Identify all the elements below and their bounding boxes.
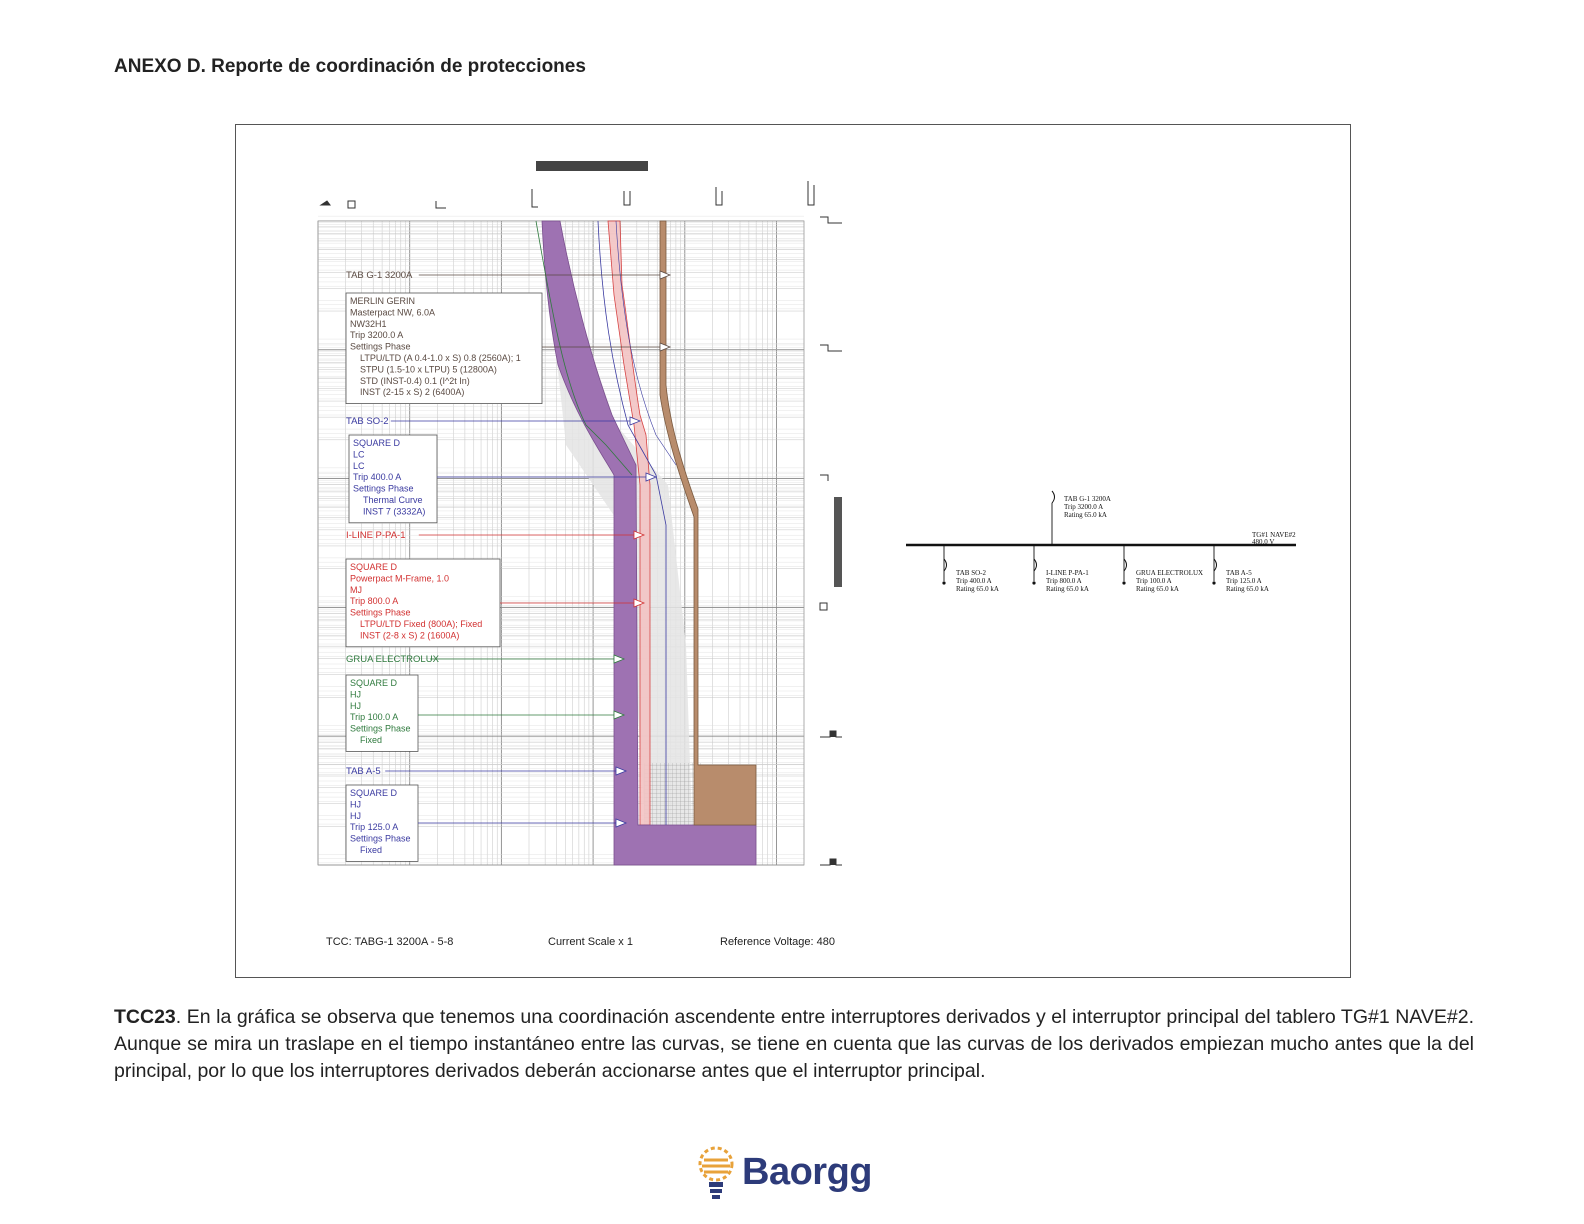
device-setting-line: Settings Phase — [350, 833, 411, 844]
feeder-label: TAB A-5 — [1226, 569, 1252, 577]
top-axis-marks — [321, 181, 814, 208]
feeder-terminal — [1122, 581, 1125, 584]
device-label: TAB SO-2 — [346, 416, 389, 427]
lightbulb-icon — [696, 1144, 736, 1200]
device-setting-line: Settings Phase — [350, 723, 411, 734]
device-setting-line: MJ — [350, 584, 362, 595]
page-heading: ANEXO D. Reporte de coordinación de protecciones — [114, 56, 586, 77]
device-setting-line: Masterpact NW, 6.0A — [350, 307, 436, 318]
feeder-label: Rating 65.0 kA — [1226, 585, 1269, 593]
feeder-label: Rating 65.0 kA — [1136, 585, 1179, 593]
feeder-label: Rating 65.0 kA — [956, 585, 999, 593]
tcc-plot — [236, 125, 1350, 977]
device-group-grua-electrolux — [346, 654, 624, 751]
device-setting-line: LTPU/LTD Fixed (800A); Fixed — [350, 619, 483, 629]
device-setting-line: Fixed — [350, 845, 383, 855]
device-label: GRUA ELECTROLUX — [346, 654, 439, 665]
right-axis-marks — [820, 217, 842, 865]
device-setting-line: Trip 100.0 A — [350, 712, 399, 723]
device-setting-line: Trip 800.0 A — [350, 596, 399, 607]
feeder-label: I-LINE P-PA-1 — [1046, 569, 1089, 577]
device-setting-line: Settings Phase — [353, 483, 414, 494]
device-label: I-LINE P-PA-1 — [346, 530, 406, 541]
device-setting-line: NW32H1 — [350, 318, 387, 329]
feeder-label: TAB SO-2 — [956, 569, 986, 577]
device-setting-line: Trip 3200.0 A — [350, 330, 404, 341]
feeder-label: Trip 400.0 A — [956, 577, 992, 585]
device-setting-line: SQUARE D — [350, 788, 398, 798]
device-setting-line: HJ — [350, 799, 361, 810]
device-setting-line: LTPU/LTD (A 0.4-1.0 x S) 0.8 (2560A); 1 — [350, 353, 521, 363]
feeder-terminal — [1032, 581, 1035, 584]
tcc-name-label: TCC: TABG-1 3200A - 5-8 — [326, 936, 454, 948]
caption-lead: TCC23 — [114, 1006, 176, 1028]
one-line-diagram — [906, 491, 1296, 593]
device-setting-line: STD (INST-0.4) 0.1 (I^2t In) — [350, 375, 470, 386]
device-setting-line: Trip 400.0 A — [353, 472, 402, 483]
tcc-report-frame — [235, 124, 1351, 978]
breaker-symbol — [1052, 491, 1055, 503]
hatched-zone — [644, 763, 702, 827]
device-setting-line: Thermal Curve — [353, 495, 423, 505]
device-setting-line: STPU (1.5-10 x LTPU) 5 (12800A) — [350, 364, 497, 375]
device-setting-line: Fixed — [350, 735, 383, 745]
device-setting-line: HJ — [350, 689, 361, 700]
device-group-i-line-p-pa-1 — [346, 530, 644, 647]
main-breaker-label: TAB G-1 3200A — [1064, 495, 1111, 503]
chart-header-mark — [536, 161, 648, 171]
main-breaker-label: Trip 3200.0 A — [1064, 503, 1104, 511]
brand-logo — [696, 1142, 872, 1202]
reference-voltage-label: Reference Voltage: 480 — [720, 936, 835, 948]
feeder-label: Trip 100.0 A — [1136, 577, 1172, 585]
device-setting-line: INST (2-15 x S) 2 (6400A) — [350, 387, 465, 398]
bus-name-label: TG#1 NAVE#2 — [1252, 531, 1296, 539]
device-label: TAB G-1 3200A — [346, 270, 413, 281]
feeder-label: GRUA ELECTROLUX — [1136, 569, 1204, 577]
device-label: TAB A-5 — [346, 766, 381, 777]
main-breaker-label: Rating 65.0 kA — [1064, 511, 1107, 519]
device-setting-line: LC — [353, 449, 365, 460]
feeder-terminal — [942, 581, 945, 584]
current-scale-label: Current Scale x 1 — [548, 936, 633, 948]
device-setting-line: LC — [353, 460, 365, 471]
device-setting-line: SQUARE D — [350, 562, 398, 572]
brand-name: Baorgg — [742, 1150, 872, 1193]
device-setting-line: HJ — [350, 810, 361, 821]
feeder-label: Rating 65.0 kA — [1046, 585, 1089, 593]
caption-body: . En la gráfica se observa que tenemos una coordinación ascendente entre interruptores derivados y el interruptor principal del tablero TG#1 NAVE#2. Aunque se mira un traslape en el tiempo instantáneo entre las curvas, se tiene en cuenta que las curvas de los derivados empiezan mucho antes que la del principal, por lo que los interruptores derivados deberán accionarse antes que el interruptor principal. — [114, 1006, 1474, 1082]
device-setting-line: SQUARE D — [350, 678, 398, 688]
device-setting-line: Powerpact M-Frame, 1.0 — [350, 573, 450, 584]
device-setting-line: INST 7 (3332A) — [353, 506, 426, 517]
feeder-label: Trip 125.0 A — [1226, 577, 1262, 585]
feeder-label: Trip 800.0 A — [1046, 577, 1082, 585]
bus-voltage-label: 480.0 V — [1252, 538, 1275, 546]
feeder-terminal — [1212, 581, 1215, 584]
device-setting-line: SQUARE D — [353, 438, 401, 448]
device-setting-line: HJ — [350, 700, 361, 711]
device-setting-line: MERLIN GERIN — [350, 296, 416, 306]
device-setting-line: INST (2-8 x S) 2 (1600A) — [350, 630, 460, 641]
device-setting-line: Settings Phase — [350, 341, 411, 352]
device-setting-line: Trip 125.0 A — [350, 822, 399, 833]
figure-caption — [114, 1004, 1474, 1085]
device-setting-line: Settings Phase — [350, 607, 411, 618]
